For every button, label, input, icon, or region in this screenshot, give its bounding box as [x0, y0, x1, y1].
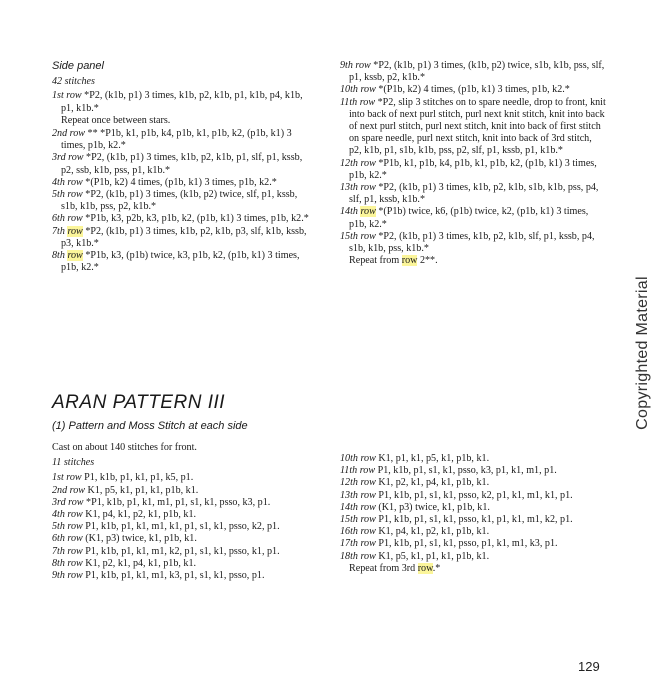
pattern-row: 9th row *P2, (k1b, p1) 3 times, (k1b, p2) twice, s1b, k1b, pss, slf, p1, kssb, p2, k1b.* [340, 60, 605, 84]
aran-stitches: 11 stitches [52, 457, 95, 469]
pattern-row: 1st row *P2, (k1b, p1) 3 times, k1b, p2, k1b, p1, k1b, p4, k1b, p1, k1b.* [52, 90, 303, 114]
pattern-row: 8th row *P1b, k3, (p1b) twice, k3, p1b, k2, (p1b, k1) 3 times, p1b, k2.* [52, 250, 300, 274]
aran-left-column [52, 442, 314, 582]
pattern-row: 17th row P1, k1b, p1, s1, k1, psso, p1, k1, m1, k3, p1. [340, 538, 558, 550]
pattern-row: 7th row *P2, (k1b, p1) 3 times, k1b, p2, k1b, p3, slf, k1b, kssb, p3, k1b.* [52, 225, 307, 249]
repeat-note: Repeat once between stars. [61, 114, 171, 126]
pattern-row: 12th row *P1b, k1, p1b, k4, p1b, k1, p1b, k2, (p1b, k1) 3 times, p1b, k2.* [340, 157, 597, 181]
pattern-row: 16th row K1, p4, k1, p2, k1, p1b, k1. [340, 526, 490, 538]
pattern-row: 10th row *(P1b, k2) 4 times, (p1b, k1) 3 times, p1b, k2.* [340, 84, 570, 96]
pattern-row: 1st row P1, k1b, p1, k1, p1, k5, p1. [52, 472, 194, 484]
pattern-row: 11th row P1, k1b, p1, s1, k1, psso, k3, p1, k1, m1, p1. [340, 465, 557, 477]
pattern-row: 11th row *P2, slip 3 stitches on to spare needle, drop to front, knit into back of next purl stitch, purl next knit stitch, knit into back of next purl stitch, purl next stitch, knit into back of first stitch on spare needle, purl next stitch, knit into back of 3rd stitch, p2, k1b, p1, s1b, k1b, pss, p2, slf, p1, kssb, p1, k1b.* [340, 96, 606, 157]
pattern-row: 15th row *P2, (k1b, p1) 3 times, k1b, p2, k1b, slf, p1, kssb, p4, s1b, k1b, pss, k1b.* [340, 230, 595, 255]
pattern-row: 9th row P1, k1b, p1, k1, m1, k3, p1, s1, k1, psso, p1. [52, 570, 265, 582]
pattern-row: 5th row *P2, (k1b, p1) 3 times, (k1b, p2) twice, slf, p1, kssb, s1b, k1b, pss, p2, k1b.* [52, 189, 298, 213]
pattern-row: 4th row *(P1b, k2) 4 times, (p1b, k1) 3 times, p1b, k2.* [52, 176, 277, 188]
pattern-row: 6th row *P1b, k3, p2b, k3, p1b, k2, (p1b, k1) 3 times, p1b, k2.* [52, 213, 309, 225]
pattern-row: 13th row P1, k1b, p1, s1, k1, psso, k2, p1, k1, m1, k1, p1. [340, 489, 573, 501]
side-panel-stitches: 42 stitches [52, 76, 95, 88]
copyright-sidebar [630, 238, 656, 468]
pattern-row: 10th row K1, p1, k1, p5, k1, p1b, k1. [340, 453, 490, 464]
section-title: ARAN PATTERN III [52, 392, 226, 413]
repeat-note: Repeat from row 2**. [349, 255, 438, 267]
side-panel-continued-column [340, 60, 606, 267]
pattern-row: 2nd row ** *P1b, k1, p1b, k4, p1b, k1, p1b, k2, (p1b, k1) 3 times, p1b, k2.* [52, 128, 292, 152]
pattern-row: 14th row *(P1b) twice, k6, (p1b) twice, k2, (p1b, k1) 3 times, p1b, k2.* [340, 206, 589, 230]
pattern-row: 4th row K1, p4, k1, p2, k1, p1b, k1. [52, 509, 197, 521]
page-number: 129 [578, 659, 600, 674]
aran-right-column [340, 453, 606, 575]
pattern-row: 15th row P1, k1b, p1, s1, k1, psso, k1, p1, k1, m1, k2, p1. [340, 514, 573, 526]
repeat-note: Repeat from 3rd row.* [349, 562, 441, 574]
pattern-row: 8th row K1, p2, k1, p4, k1, p1b, k1. [52, 557, 197, 569]
copyright-text: Copyrighted Material [634, 276, 651, 430]
cast-on-note: Cast on about 140 stitches for front. [52, 442, 197, 453]
pattern-row: 7th row P1, k1b, p1, k1, m1, k2, p1, s1, k1, psso, k1, p1. [52, 545, 280, 557]
pattern-row: 5th row P1, k1b, p1, k1, m1, k1, p1, s1, k1, psso, k2, p1. [52, 521, 280, 533]
side-panel-column [52, 60, 314, 274]
pattern-row: 2nd row K1, p5, k1, p1, k1, p1b, k1. [52, 484, 199, 496]
pattern-row: 12th row K1, p2, k1, p4, k1, p1b, k1. [340, 477, 490, 489]
pattern-row: 18th row K1, p5, k1, p1, k1, p1b, k1. [340, 550, 490, 562]
side-panel-heading: Side panel [52, 60, 104, 72]
pattern-row: 13th row *P2, (k1b, p1) 3 times, k1b, p2, k1b, s1b, k1b, pss, p4, slf, p1, kssb, k1b.* [340, 182, 599, 206]
pattern-row: 3rd row *P2, (k1b, p1) 3 times, k1b, p2, k1b, p1, slf, p1, kssb, p2, ssb, k1b, pss, p1, k1b.* [52, 152, 303, 176]
pattern-row: 3rd row *P1, k1b, p1, k1, m1, p1, s1, k1, psso, k3, p1. [52, 496, 271, 508]
section-subtitle: (1) Pattern and Moss Stitch at each side [52, 420, 248, 432]
pattern-row: 14th row (K1, p3) twice, k1, p1b, k1. [340, 501, 490, 513]
pattern-row: 6th row (K1, p3) twice, k1, p1b, k1. [52, 533, 197, 545]
